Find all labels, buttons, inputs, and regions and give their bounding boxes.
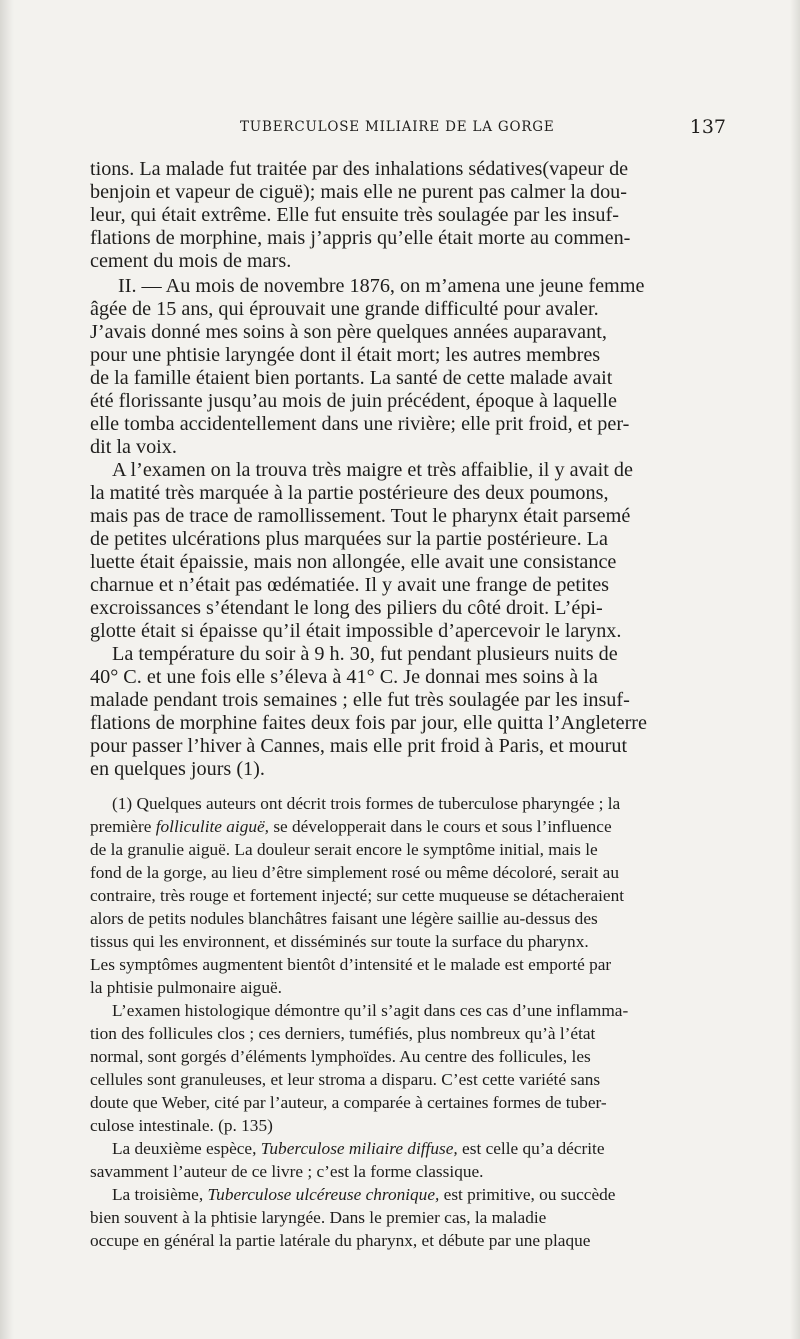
footnote-line: contraire, très rouge et fortement injecté; sur cette muqueuse se détacheraient [90, 886, 625, 905]
footnote-line [112, 1137, 605, 1160]
footnote-line: la phtisie pulmonaire aiguë. [90, 978, 282, 997]
footnote-text: La deuxième espèce, [112, 1139, 257, 1158]
footnote-line: Les symptômes augmentent bientôt d’intensité et le malade est emporté par [90, 955, 612, 974]
footnote-text: est primitive, ou succède [443, 1185, 616, 1204]
body-line: dit la voix. [90, 436, 177, 458]
body-line: flations de morphine, mais j’appris qu’elle était morte au commen- [90, 227, 631, 249]
footnote-text: La troisième, [112, 1185, 204, 1204]
footnote-line: tissus qui les environnent, et disséminés sur toute la surface du pharynx. [90, 932, 589, 951]
footnote-text: se développerait dans le cours et sous l’influence [273, 817, 612, 836]
footnote-text: première [90, 817, 152, 836]
footnote-line: savamment l’auteur de ce livre ; c’est la forme classique. [90, 1162, 484, 1181]
body-line: de petites ulcérations plus marquées sur la partie postérieure. La [90, 528, 608, 550]
footnote-line: culose intestinale. (p. 135) [90, 1116, 273, 1135]
page-number: 137 [689, 116, 726, 138]
page-right-edge [790, 0, 800, 1339]
page-header [90, 117, 730, 141]
footnote-line: fond de la gorge, au lieu d’être simplement rosé ou même décoloré, serait au [90, 863, 619, 882]
footnote-italic-term: folliculite aiguë, [155, 817, 269, 836]
footnote-italic-term: Tuberculose miliaire diffuse, [260, 1139, 458, 1158]
footnote-line: tion des follicules clos ; ces derniers, tuméfiés, plus nombreux qu’à l’état [90, 1024, 596, 1043]
body-line: malade pendant trois semaines ; elle fut très soulagée par les insuf- [90, 689, 630, 711]
body-line: J’avais donné mes soins à son père quelques années auparavant, [90, 321, 607, 343]
body-line: leur, qui était extrême. Elle fut ensuite très soulagée par les insuf- [90, 204, 619, 226]
running-title: TUBERCULOSE MILIAIRE DE LA GORGE [240, 119, 555, 135]
body-line: de la famille étaient bien portants. La santé de cette malade avait [90, 367, 613, 389]
footnote-line: bien souvent à la phtisie laryngée. Dans le premier cas, la maladie [90, 1208, 547, 1227]
body-line: benjoin et vapeur de ciguë); mais elle ne purent pas calmer la dou- [90, 181, 627, 203]
body-line: II. — Au mois de novembre 1876, on m’amena une jeune femme [118, 275, 645, 297]
body-line: âgée de 15 ans, qui éprouvait une grande difficulté pour avaler. [90, 298, 599, 320]
footnote-italic-term: Tuberculose ulcéreuse chronique, [207, 1185, 440, 1204]
footnote-line: (1) Quelques auteurs ont décrit trois formes de tuberculose pharyngée ; la [112, 794, 621, 813]
body-line: tions. La malade fut traitée par des inhalations sédatives(vapeur de [90, 158, 629, 180]
footnote-line: normal, sont gorgés d’éléments lymphoïdes. Au centre des follicules, les [90, 1047, 591, 1066]
footnote-line: L’examen histologique démontre qu’il s’agit dans ces cas d’une inflamma- [112, 1001, 629, 1020]
body-line: charnue et n’était pas œdématiée. Il y avait une frange de petites [90, 574, 610, 596]
body-line: excroissances s’étendant le long des piliers du côté droit. L’épi- [90, 597, 603, 619]
page-left-edge [0, 0, 14, 1339]
body-line: mais pas de trace de ramollissement. Tout le pharynx était parsemé [90, 505, 631, 527]
body-line: cement du mois de mars. [90, 250, 292, 272]
footnote-line [112, 1183, 615, 1206]
footnote-text: est celle qu’a décrite [462, 1139, 605, 1158]
footnote-line [90, 815, 612, 838]
footnote-line: de la granulie aiguë. La douleur serait encore le symptôme initial, mais le [90, 840, 598, 859]
footnote-line: alors de petits nodules blanchâtres faisant une légère saillie au-dessus des [90, 909, 598, 928]
body-line: La température du soir à 9 h. 30, fut pendant plusieurs nuits de [112, 643, 618, 665]
body-line: été florissante jusqu’au mois de juin précédent, époque à laquelle [90, 390, 617, 412]
body-line: pour passer l’hiver à Cannes, mais elle prit froid à Paris, et mourut [90, 735, 628, 757]
body-line: 40° C. et une fois elle s’éleva à 41° C. Je donnai mes soins à la [90, 666, 598, 688]
body-line: pour une phtisie laryngée dont il était mort; les autres membres [90, 344, 601, 366]
footnote-line: cellules sont granuleuses, et leur stroma a disparu. C’est cette variété sans [90, 1070, 601, 1089]
body-line: la matité très marquée à la partie postérieure des deux poumons, [90, 482, 609, 504]
body-line: A l’examen on la trouva très maigre et très affaiblie, il y avait de [112, 459, 633, 481]
body-line: flations de morphine faites deux fois par jour, elle quitta l’Angleterre [90, 712, 647, 734]
footnote-line: doute que Weber, cité par l’auteur, a comparée à certaines formes de tuber- [90, 1093, 607, 1112]
body-line: en quelques jours (1). [90, 758, 265, 780]
footnote-line: occupe en général la partie latérale du pharynx, et débute par une plaque [90, 1231, 591, 1250]
body-line: elle tomba accidentellement dans une rivière; elle prit froid, et per- [90, 413, 630, 435]
body-line: luette était épaissie, mais non allongée, elle avait une consistance [90, 551, 617, 573]
body-line: glotte était si épaisse qu’il était impossible d’apercevoir le larynx. [90, 620, 622, 642]
